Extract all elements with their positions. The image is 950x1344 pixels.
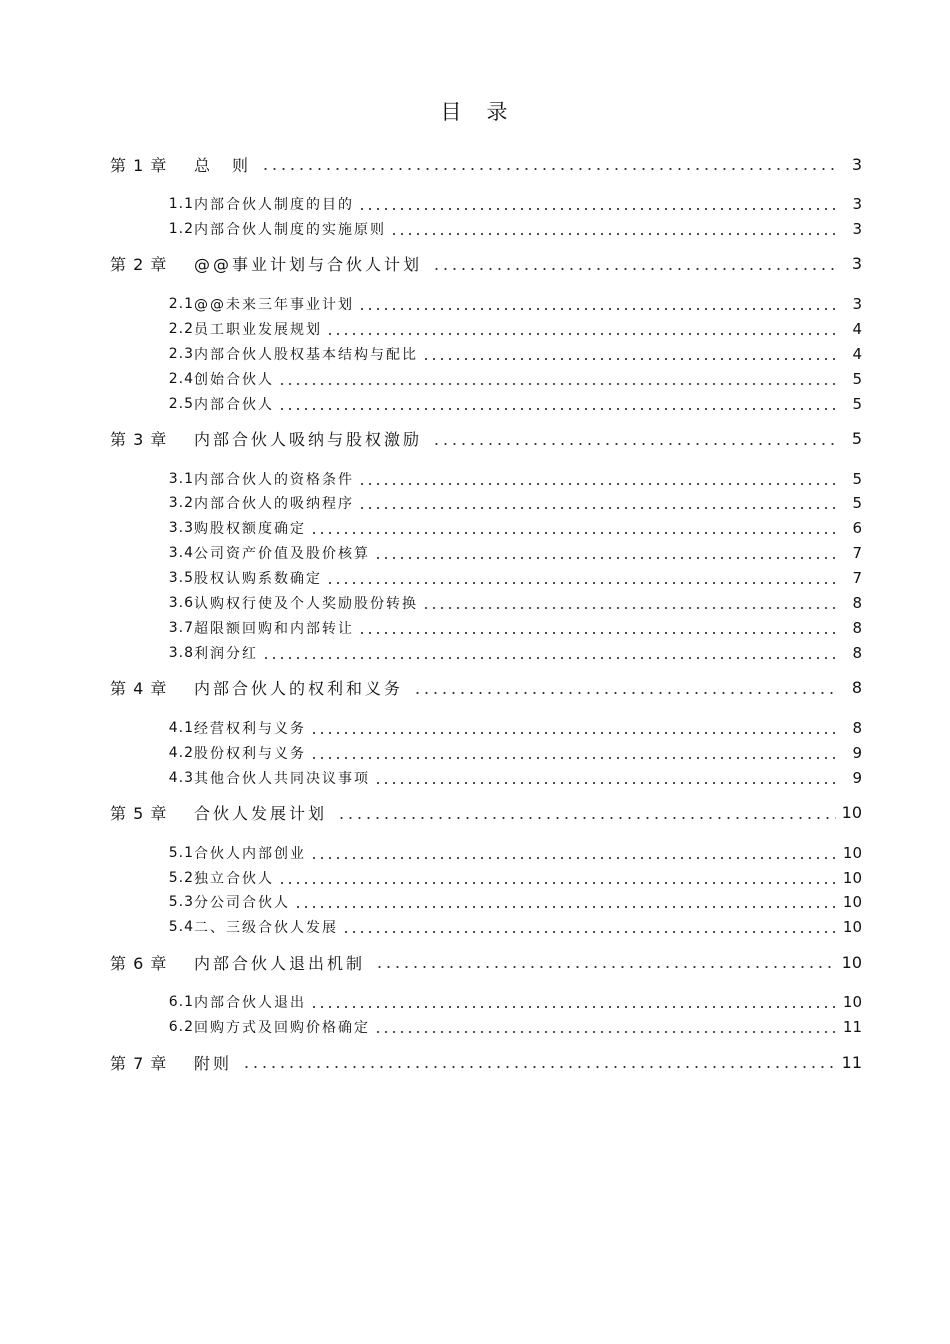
entry-number	[110, 620, 194, 636]
entry-title: 附则	[194, 1053, 233, 1073]
toc-chapter-entry[interactable]	[110, 251, 862, 277]
toc-chapter-entry[interactable]	[110, 949, 862, 975]
dot-leader	[375, 955, 836, 969]
toc-section-entry[interactable]	[110, 391, 862, 417]
toc-section-entry[interactable]	[110, 490, 862, 516]
entry-number	[110, 321, 194, 337]
dot-leader	[358, 197, 838, 211]
entry-number	[110, 745, 194, 761]
entry-title: 分公司合伙人	[194, 895, 290, 912]
toc-section-entry[interactable]	[110, 466, 862, 492]
toc-section-entry[interactable]	[110, 540, 862, 566]
entry-title: 创始合伙人	[194, 371, 274, 388]
toc-chapter-entry[interactable]	[110, 1049, 862, 1075]
entry-number: 第 3 章	[110, 430, 168, 449]
entry-page-number: 5	[852, 469, 862, 488]
entry-number-text: 4.2	[168, 744, 194, 761]
entry-page-number: 4	[852, 344, 862, 363]
entry-page-number: 3	[852, 195, 862, 213]
entry-page-number: 10	[842, 843, 862, 862]
toc-section-entry[interactable]	[110, 914, 862, 940]
dot-leader	[278, 397, 838, 411]
dot-leader	[374, 1020, 837, 1034]
entry-title: 超限额回购和内部转让	[194, 620, 354, 637]
entry-number	[110, 545, 194, 561]
entry-title: 内部合伙人吸纳与股权激励	[194, 430, 423, 449]
dot-leader	[358, 297, 838, 311]
entry-page-number: 6	[852, 519, 862, 538]
entry-title: 回购方式及回购价格确定	[194, 1020, 370, 1037]
entry-title: 内部合伙人制度的实施原则	[194, 221, 386, 238]
toc-section-entry[interactable]	[110, 191, 862, 217]
toc-section-entry[interactable]	[110, 1014, 862, 1040]
toc-chapter-entry[interactable]	[110, 426, 862, 452]
entry-title: 员工职业发展规划	[194, 321, 322, 338]
entry-title: 内部合伙人的吸纳程序	[194, 496, 354, 513]
toc-title: 目 录	[440, 100, 510, 124]
entry-page-number: 5	[852, 394, 862, 413]
entry-number-text: 3.7	[168, 619, 194, 636]
entry-number-text: 6.1	[168, 994, 194, 1011]
entry-title: 内部合伙人退出机制	[194, 953, 366, 973]
dot-leader	[337, 806, 836, 820]
dot-leader	[432, 257, 838, 271]
entry-number	[110, 346, 194, 362]
entry-number	[110, 870, 194, 886]
toc-section-entry[interactable]	[110, 316, 862, 342]
entry-title: 合伙人内部创业	[194, 845, 306, 862]
entry-title: 利润分红	[194, 645, 258, 662]
entry-number: 第 1 章	[110, 155, 168, 175]
entry-number-text: 4.3	[168, 769, 194, 786]
entry-page-number: 8	[852, 718, 862, 737]
entry-page-number: 8	[852, 618, 862, 637]
entry-number	[110, 994, 194, 1010]
dot-leader	[310, 521, 838, 535]
toc-chapter-entry[interactable]	[110, 151, 862, 177]
entry-page-number: 3	[851, 154, 862, 174]
entry-number: 第 4 章	[110, 679, 168, 699]
toc-section-entry[interactable]	[110, 615, 862, 641]
entry-page-number: 9	[852, 768, 862, 787]
entry-title: 内部合伙人的资格条件	[194, 471, 354, 488]
toc-section-entry[interactable]	[110, 740, 862, 766]
entry-number-text: 1.2	[168, 220, 194, 237]
entry-number	[110, 371, 194, 387]
dot-leader	[422, 347, 838, 361]
entry-number	[110, 570, 194, 586]
dot-leader	[358, 496, 838, 510]
entry-page-number: 10	[842, 993, 862, 1012]
entry-title: 独立合伙人	[194, 870, 274, 887]
entry-number	[110, 894, 194, 910]
entry-page-number: 5	[851, 429, 862, 448]
entry-page-number: 8	[851, 678, 862, 698]
entry-page-number: 11	[842, 1018, 862, 1037]
entry-number	[110, 720, 194, 736]
toc-section-entry[interactable]	[110, 640, 862, 666]
entry-title: 内部合伙人的权利和义务	[194, 679, 404, 699]
entry-title: 购股权额度确定	[194, 521, 306, 538]
entry-title: 股权认购系数确定	[194, 571, 322, 588]
toc-chapter-entry[interactable]	[110, 675, 862, 701]
entry-page-number: 10	[842, 868, 862, 887]
dot-leader	[310, 721, 838, 735]
entry-number-text: 3.1	[168, 470, 194, 487]
entry-number-text: 2.3	[168, 345, 194, 362]
dot-leader	[390, 222, 838, 236]
entry-number-text: 3.3	[168, 520, 194, 537]
entry-number	[110, 520, 194, 536]
entry-number	[110, 296, 194, 312]
entry-title: 内部合伙人制度的目的	[194, 197, 354, 213]
dot-leader	[326, 571, 838, 585]
entry-number-text: 5.4	[168, 919, 194, 936]
dot-leader	[310, 995, 837, 1009]
entry-page-number: 7	[852, 544, 862, 563]
entry-number	[110, 1019, 194, 1035]
toc-section-entry[interactable]	[110, 515, 862, 541]
entry-number-text: 4.1	[168, 719, 194, 736]
entry-number: 第 2 章	[110, 255, 168, 275]
entry-number-text: 3.2	[168, 495, 194, 512]
entry-number-text: 5.3	[168, 894, 194, 911]
entry-number-text: 6.2	[168, 1019, 194, 1036]
dot-leader	[374, 546, 838, 560]
entry-page-number: 8	[852, 594, 862, 612]
toc-section-entry[interactable]	[110, 565, 862, 591]
toc-section-entry[interactable]	[110, 765, 862, 791]
entry-number	[110, 196, 194, 212]
dot-leader	[242, 1055, 836, 1069]
entry-page-number: 8	[852, 643, 862, 662]
toc-section-entry[interactable]	[110, 889, 862, 915]
dot-leader	[358, 621, 838, 635]
toc-section-entry[interactable]	[110, 715, 862, 741]
dot-leader	[278, 871, 837, 885]
entry-number: 第 7 章	[110, 1053, 168, 1073]
entry-number-text: 5.2	[168, 869, 194, 886]
entry-page-number: 11	[841, 1052, 862, 1072]
dot-leader	[278, 372, 838, 386]
dot-leader	[261, 157, 838, 171]
entry-number	[110, 770, 194, 786]
entry-page-number: 9	[852, 743, 862, 762]
entry-title: 股份权利与义务	[194, 745, 306, 762]
entry-title: 总 则	[194, 155, 252, 175]
entry-page-number: 3	[851, 254, 862, 274]
toc-section-entry[interactable]	[110, 989, 862, 1015]
entry-number: 第 5 章	[110, 804, 168, 824]
entry-number-text: 2.4	[168, 370, 194, 387]
dot-leader	[374, 771, 838, 785]
entry-page-number: 3	[852, 294, 862, 313]
entry-number	[110, 471, 194, 487]
dot-leader	[432, 432, 838, 446]
toc-section-entry[interactable]	[110, 840, 862, 866]
toc-section-entry[interactable]	[110, 216, 862, 242]
entry-page-number: 10	[841, 952, 862, 972]
entry-number-text: 5.1	[168, 844, 194, 861]
entry-number-text: 2.5	[168, 395, 194, 412]
entry-page-number: 3	[852, 219, 862, 238]
entry-number-text: 3.8	[168, 644, 194, 661]
entry-number-text: 3.6	[168, 595, 194, 611]
entry-number-text: 2.1	[168, 295, 194, 312]
dot-leader	[294, 895, 837, 909]
entry-title: 内部合伙人股权基本结构与配比	[194, 346, 418, 363]
entry-number-text: 3.4	[168, 545, 194, 562]
entry-page-number: 10	[841, 803, 862, 823]
entry-title: 认购权行使及个人奖励股份转换	[194, 596, 418, 612]
toc-section-entry[interactable]	[110, 590, 862, 616]
entry-title: 二、三级合伙人发展	[194, 920, 338, 937]
entry-number	[110, 845, 194, 861]
entry-title: @@未来三年事业计划	[194, 296, 354, 313]
entry-number	[110, 919, 194, 935]
entry-number	[110, 495, 194, 511]
dot-leader	[310, 746, 838, 760]
dot-leader	[342, 920, 837, 934]
dot-leader	[413, 681, 838, 695]
entry-number-text: 1.1	[168, 196, 194, 212]
entry-title: 经营权利与义务	[194, 720, 306, 737]
dot-leader	[310, 846, 837, 860]
toc-section-entry[interactable]	[110, 291, 862, 317]
entry-title: 合伙人发展计划	[194, 804, 328, 824]
dot-leader	[422, 596, 838, 610]
entry-title: @@事业计划与合伙人计划	[194, 255, 423, 275]
entry-page-number: 10	[842, 918, 862, 937]
dot-leader	[326, 322, 838, 336]
entry-title: 内部合伙人	[194, 396, 274, 413]
entry-title: 内部合伙人退出	[194, 995, 306, 1012]
entry-number	[110, 645, 194, 661]
entry-number	[110, 396, 194, 412]
entry-page-number: 7	[852, 569, 862, 588]
entry-number-text: 2.2	[168, 320, 194, 337]
entry-number-text: 3.5	[168, 570, 194, 587]
entry-page-number: 5	[852, 369, 862, 388]
entry-number: 第 6 章	[110, 953, 168, 973]
entry-number	[110, 221, 194, 237]
entry-page-number: 4	[852, 319, 862, 338]
dot-leader	[358, 472, 838, 486]
entry-page-number: 5	[852, 494, 862, 513]
entry-page-number: 10	[842, 893, 862, 912]
toc-section-entry[interactable]	[110, 366, 862, 392]
entry-number	[110, 595, 194, 611]
toc-chapter-entry[interactable]	[110, 800, 862, 826]
dot-leader	[262, 646, 838, 660]
toc-section-entry[interactable]	[110, 341, 862, 367]
entry-title: 公司资产价值及股价核算	[194, 546, 370, 563]
toc-section-entry[interactable]	[110, 865, 862, 891]
entry-title: 其他合伙人共同决议事项	[194, 770, 370, 787]
